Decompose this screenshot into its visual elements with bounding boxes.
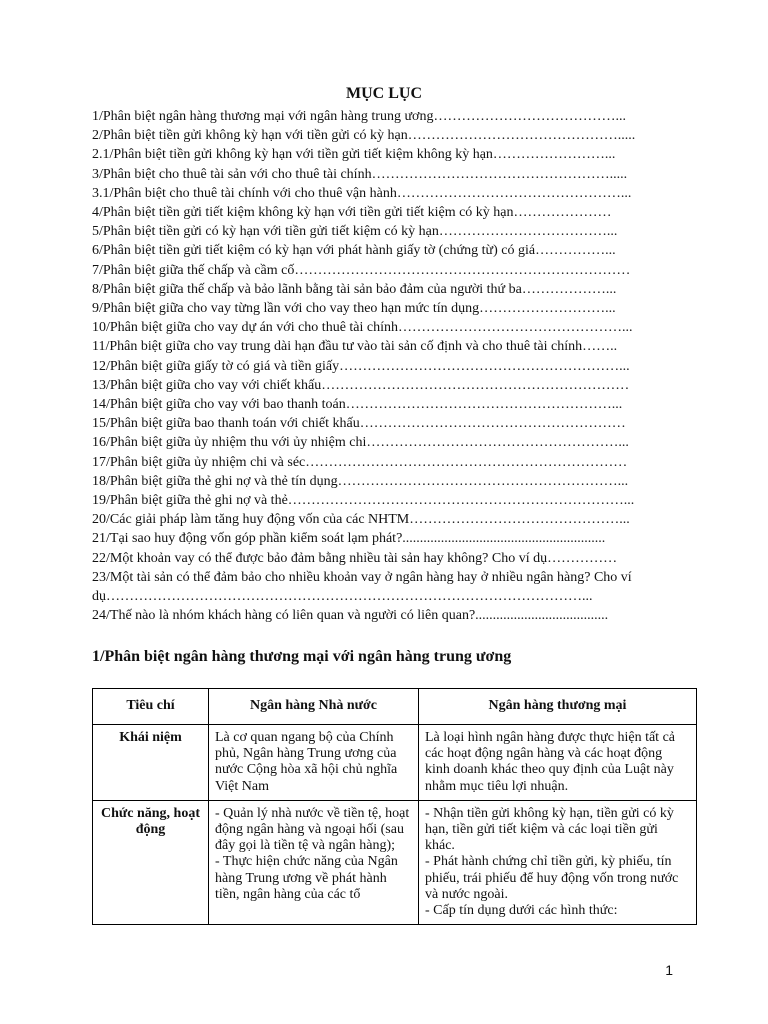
toc-item[interactable]: 3.1/Phân biệt cho thuê tài chính với cho thuê vận hành…………………………………………... bbox=[92, 185, 632, 201]
toc-item[interactable]: 24/Thế nào là nhóm khách hàng có liên quan và người có liên quan?...................................... bbox=[92, 608, 609, 624]
toc-item[interactable]: 20/Các giải pháp làm tăng huy động vốn của các NHTM………………………………………... bbox=[92, 512, 630, 528]
toc-title: MỤC LỤC bbox=[346, 85, 422, 102]
table-of-contents bbox=[92, 107, 678, 625]
toc-item[interactable]: 19/Phân biệt giữa thẻ ghi nợ và thẻ………………………………………………………………... bbox=[92, 493, 635, 509]
commercial-bank-cell bbox=[419, 725, 697, 801]
state-bank-cell bbox=[209, 800, 419, 924]
toc-item[interactable]: 16/Phân biệt giữa ủy nhiệm thu với ủy nhiệm chi………………………………………………... bbox=[92, 435, 629, 451]
toc-item[interactable]: 6/Phân biệt tiền gửi tiết kiệm có kỳ hạn với phát hành giấy tờ (chứng từ) có giá……………... bbox=[92, 243, 616, 259]
toc-item[interactable]: 2/Phân biệt tiền gửi không kỳ hạn với tiền gửi có kỳ hạn………………………………………..... bbox=[92, 128, 636, 144]
cell-text: - Quản lý nhà nước về tiền tệ, hoạt động ngân hàng và ngoại hối (sau đây gọi là tiền tệ và ngân hàng); bbox=[215, 805, 410, 854]
criterion-cell: Chức năng, hoạt động bbox=[93, 800, 209, 924]
column-header-commercial-bank: Ngân hàng thương mại bbox=[419, 689, 697, 725]
cell-text: - Nhận tiền gửi không kỳ hạn, tiền gửi có kỳ hạn, tiền gửi tiết kiệm và các loại tiền gửi khác. bbox=[425, 805, 674, 854]
toc-item[interactable]: 17/Phân biệt giữa ủy nhiệm chi và séc…………………………………………………………… bbox=[92, 454, 628, 470]
toc-item[interactable]: 12/Phân biệt giữa giấy tờ có giá và tiền giấy……………………………………………………... bbox=[92, 358, 630, 374]
cell-text: - Thực hiện chức năng của Ngân hàng Trung ương về phát hành tiền, ngân hàng của các tổ bbox=[215, 854, 398, 902]
cell-text: - Cấp tín dụng dưới các hình thức: bbox=[425, 903, 618, 919]
table-row bbox=[93, 800, 697, 924]
toc-item[interactable]: 13/Phân biệt giữa cho vay với chiết khấu………………………………………………………… bbox=[92, 377, 630, 393]
commercial-bank-cell bbox=[419, 800, 697, 924]
toc-item[interactable]: 22/Một khoản vay có thể được bảo đảm bằng nhiều tài sản hay không? Cho ví dụ…………… bbox=[92, 550, 618, 566]
table-header-row bbox=[93, 689, 697, 725]
toc-item[interactable]: 4/Phân biệt tiền gửi tiết kiệm không kỳ hạn với tiền gửi tiết kiệm có kỳ hạn………………… bbox=[92, 205, 612, 221]
toc-item[interactable]: 1/Phân biệt ngân hàng thương mại với ngân hàng trung ương…………………………………... bbox=[92, 109, 626, 124]
toc-item[interactable]: 23/Một tài sản có thể đảm bảo cho nhiều khoản vay ở ngân hàng hay ở nhiều ngân hàng? Cho ví dụ…………………………………………………………………………………………... bbox=[92, 569, 632, 605]
toc-item[interactable]: 9/Phân biệt giữa cho vay từng lần với cho vay theo hạn mức tín dụng………………………... bbox=[92, 301, 616, 317]
toc-item[interactable]: 7/Phân biệt giữa thế chấp và cầm cố……………………………………………………………… bbox=[92, 262, 631, 278]
toc-item[interactable]: 21/Tại sao huy động vốn góp phần kiểm soát lạm phát?.......................................................... bbox=[92, 531, 606, 547]
comparison-table bbox=[92, 688, 697, 925]
toc-item[interactable]: 18/Phân biệt giữa thẻ ghi nợ và thẻ tín dụng……………………………………………………... bbox=[92, 473, 629, 489]
cell-text: - Phát hành chứng chỉ tiền gửi, kỳ phiếu, tín phiếu, trái phiếu để huy động vốn trong nước và nước ngoài. bbox=[425, 854, 679, 902]
table-row bbox=[93, 725, 697, 801]
criterion-cell: Khái niệm bbox=[93, 725, 209, 801]
toc-item[interactable]: 3/Phân biệt cho thuê tài sản với cho thuê tài chính……………………………………………..... bbox=[92, 166, 628, 182]
toc-item[interactable]: 10/Phân biệt giữa cho vay dự án với cho thuê tài chính…………………………………………... bbox=[92, 320, 633, 336]
toc-item[interactable]: 5/Phân biệt tiền gửi có kỳ hạn với tiền gửi tiết kiệm có kỳ hạn………………………………... bbox=[92, 224, 618, 240]
column-header-criteria: Tiêu chí bbox=[93, 689, 209, 725]
page-number: 1 bbox=[665, 962, 673, 978]
cell-text: Là cơ quan ngang bộ của Chính phủ, Ngân hàng Trung ương của nước Cộng hòa xã hội chủ nghĩa Việt Nam bbox=[215, 730, 398, 794]
state-bank-cell bbox=[209, 725, 419, 801]
toc-item[interactable]: 11/Phân biệt giữa cho vay trung dài hạn đầu tư vào tài sản cố định và cho thuê tài chính…….. bbox=[92, 339, 618, 355]
toc-item[interactable]: 14/Phân biệt giữa cho vay với bao thanh toán…………………………………………………... bbox=[92, 397, 623, 413]
toc-item[interactable]: 15/Phân biệt giữa bao thanh toán với chiết khấu………………………………………………… bbox=[92, 416, 626, 432]
toc-item[interactable]: 8/Phân biệt giữa thế chấp và bảo lãnh bằng tài sản bảo đảm của người thứ ba………………... bbox=[92, 281, 617, 297]
section-heading: 1/Phân biệt ngân hàng thương mại với ngân hàng trung ương bbox=[92, 648, 512, 665]
cell-text: Là loại hình ngân hàng được thực hiện tất cả các hoạt động ngân hàng và các hoạt động kinh doanh khác theo quy định của Luật này nhằm mục tiêu lợi nhuận. bbox=[425, 730, 675, 794]
column-header-state-bank: Ngân hàng Nhà nước bbox=[209, 689, 419, 725]
toc-item[interactable]: 2.1/Phân biệt tiền gửi không kỳ hạn với tiền gửi tiết kiệm không kỳ hạn……………………... bbox=[92, 147, 616, 163]
